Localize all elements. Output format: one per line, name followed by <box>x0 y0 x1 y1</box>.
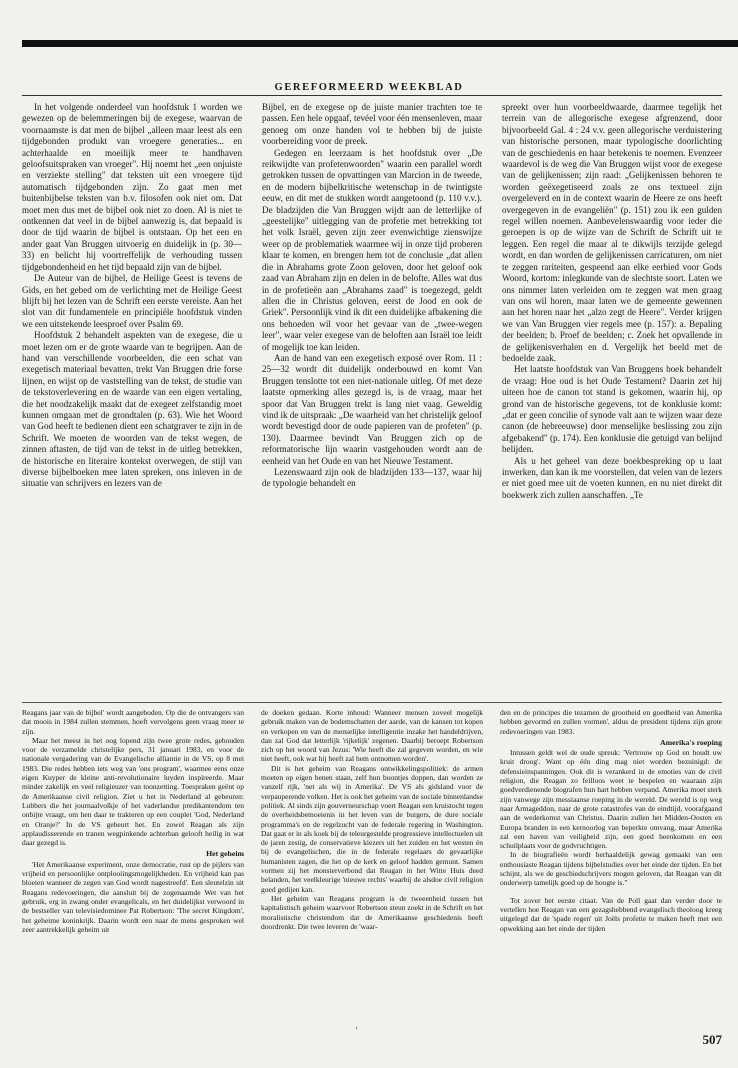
paragraph: 'Het Amerikaanse experiment, onze democratie, rust op de pijlers van vrijheid en persoonlijke ontplooiingsmogelijkheden. En vrijheid kan pas bloeien wanneer de zegen van God wordt nagestreefd'. Een sleutelzin uit Reagans redevoeringen, die aansluit bij de zogenaamde Wet van het gebruik, erg in zwang onder evangelicals, en het duidelijkst verwoord in de bestseller van televisiedominee Pat Robertson: 'The secret Kingdom', het geheime koninkrijk. Daarin wordt een naar de mens gesproken wel zeer aantrekkelijk geheim uit <box>22 859 244 934</box>
scan-mark: ‚ <box>355 1020 358 1030</box>
paragraph: De Auteur van de bijbel, de Heilige Geest is tevens de Gids, en het gebed om de verlichting met de Heilige Geest blijft bij het lezen van de Schrift een eerste vereiste. Aan het slot van dit fundamentele en principiële hoofdstuk vinden we een uitstekende leesproef over Psalm 69. <box>22 273 242 329</box>
subheading: Amerika's roeping <box>659 737 722 747</box>
paragraph: Intussen geldt wel de oude spreuk: 'Vertrouw op God en houdt uw kruit droog'. Want op één ding mag niet worden bezuinigd: de defensieinspanningen. Ook dit is verankerd in de emoties van de civil religion, die Reagan zo feilloos weet te bespelen en waaraan zijn goedverdienende biografen hun hart hebben verpand. Amerika moet sterk zijn vanwege zijn messiaanse roeping in de wereld. De wereld is op weg naar Armageddon, naar de grote catastrofes van de eindtijd, voorafgaand aan de wederkomst van Christus. Daarin zullen het Midden-Oosten en Europa branden in een kernoorlog van beperkte omvang, maar Amerika zal een haven van veiligheid zijn, een goed heenkomen en een schuilplaats voor de godvruchtigen. <box>500 748 722 851</box>
review-article <box>22 102 722 700</box>
paragraph: spreekt over hun voorbeeldwaarde, daarmee tegelijk het terrein van de allegorische exegese afgrenzend, door bijvoorbeeld Gal. 4 : 24 v.v. geen allegorische verduistering van historische personen, maar typologische doorlichting van de geschiedenis en haar betekenis te noemen. Evenzeer waardevol is de weg die Van Bruggen wijst voor de exegese van de gelijkenissen; zijn raad: „Gelijkenissen behoren te worden geëxegetiseerd zoals ze ons textueel zijn overgeleverd en in de context waarin de Heere ze ons heeft overgegeven in de evangeliën" (p. 151) zou ik een gulden regel willen noemen. Aanbevelenswaardig voor ieder die geroepen is op de wijze van de Schrift de Schrift uit te leggen. Een regel die maar al te dikwijls terzijde gelegd wordt, en dan worden de gelijkenissen carricaturen, om niet te zeggen rariteiten, gespeend aan elke eerbied voor Gods Woord, kortom: inlegkunde van de slechtste soort. Laten we ons nimmer laten verleiden om te zeggen wat men graag van ons wil horen, maar laten we de gemeente gewennen aan het horen naar het „alzo zegt de Heere". Verder krijgen we van Van Bruggen vier regels mee (p. 157): a. Bepaling der beelden; b. Proef de beelden; c. Zoek het opvallende in de gelijkenisverhalen en d. Vergelijk het beeld met de bedoelde zaak. <box>502 102 722 363</box>
paragraph: Aan de hand van een exegetisch exposé over Rom. 11 : 25—32 wordt dit duidelijk onderbouwd en komt Van Bruggen tenslotte tot een niet-nationale uitleg. Of met deze laatste opmerking alles gezegd is, is de vraag, maar het spoor dat Van Bruggen trekt is lang niet vaag. Geweldig vind ik de uitspraak: „De waarheid van het christelijk geloof wordt bevestigd door de oude papieren van de profeten" (p. 130). Daarmee bevindt Van Bruggen zich op de reformatorische lijn waarin vastgehouden wordt aan de eenheid van het Oude en van het Nieuwe Testament. <box>262 352 482 466</box>
paragraph: Gedegen en leerzaam is het hoofdstuk over „De reikwijdte van profetenwoorden" waarin een parallel wordt getrokken tussen de opvattingen van Marcion in de tweede, en de modern bijbelkritische wetenschap in de twintigste eeuw, en dit met de stukken wordt aangetoond (p. 110 v.v.). De bladzijden die Van Bruggen wijdt aan de letterlijke of „geestelijke" uitlegging van de profetie met betrekking tot het volk Israël, geven zijn zeer evenwichtige zienswijze weer op de problematiek waarmee wij in onze tijd proberen klaar te komen, en brengen hem tot de conclusie „dat allen die in Abrahams grote Zoon geloven, door het geloof ook zaad van Abraham zijn en delen in de belofte. Alles wat dus in de profetieën aan „Abrahams zaad" is toegezegd, geldt allen die in Christus geloven, eerst de Jood en ook de Griek". Persoonlijk vind ik dit een duidelijke afbakening die ons behoeden wil voor het gevaar van de „twee-wegen leer", waar veler exegese van de beloften aan Israël toe leidt of mogelijk toe kan leiden. <box>262 147 482 352</box>
paragraph: Reagans jaar van de bijbel' wordt aangeboden. Op die de ontvangers van dat moois in 1984 zullen stemmen, hoeft vervolgens geen vraag meer te zijn. <box>22 708 244 736</box>
paragraph: Bijbel, en de exegese op de juiste manier trachten toe te passen. Een hele opgaaf, tevéel voor één mensenleven, maar genoeg om onze handen vol te hebben bij de juiste voorbereiding voor de preek. <box>262 102 482 147</box>
paragraph: Dit is het geheim van Reagans ontwikkelingspolitiek: de armen moeten op eigen benen staan, zelf hun boontjes doppen, dan worden ze vanzelf rijk, 'net als wij in Amerika'. De VS als gidsland voor de verpauperende volken. Het is ook het geheim van de sociale binnenlandse politiek. Al sinds zijn gouverneurschap voert Reagan een kruistocht tegen de overheidsbemoeienis in het leven van de burgers, de dure sociale programma's en de regelzucht van de federale regering in Washington. Dat gaat er in als koek bij de teleurgestelde progressieve intellectuelen uit de jaren zestig, de conservatieve kiezers uit het zuiden en het westen én bij de evangelischen, die in de federale regelaars de gevaarlijke humanisten zagen, die het op de kerk en geloof hadden gemunt. Samen vormen zij het monsterverbond dat Reagan in het Witte Huis deed belanden, het veelkleurige 'nieuwe rechts' waarbij de alsdoe civil religion goed gedijen kan. <box>261 763 483 894</box>
running-head: GEREFORMEERD WEEKBLAD <box>274 82 464 93</box>
reagan-article <box>22 708 722 1026</box>
paragraph: In het volgende onderdeel van hoofdstuk 1 worden we gewezen op de belemmeringen bij de exegese, waarvan de voornaamste is dat men de bijbel „alleen maar leest als een tijdgebonden produkt van vroegere generaties... en achterhaalde en moeilijk meer te handhaven geloofsuitspraken van vroeger". Hij noemt het „een onjuiste en verziekte stelling" dat teksten uit een vroegere tijd automatisch tijdgebonden zijn. Zo gaat men met buitenbijbelse teksten van b.v. filosofen ook niet om. Dat moet men dus met de bijbel ook niet zo doen. Al is niet te ontkennen dat veel in de bijbel aanwezig is, dat bepaald is door de tijd waarin de bijbel is ontstaan. Op het een en ander gaat Van Bruggen uitvoerig en duidelijk in (p. 30—33) en belicht hij voortreffelijk de verhouding tussen tijdgebondenheid en het tijd bepaald zijn van de bijbel. <box>22 102 242 272</box>
article-column-2 <box>261 708 483 931</box>
paragraph: Als u het geheel van deze boekbespreking op u laat inwerken, dan kan ik me voorstellen, dat velen van de lezers er niet goed mee uit de voeten kunnen, en nu niet direkt dit boekwerk zich zullen aanschaffen. „Te <box>502 455 722 500</box>
review-column-2 <box>262 102 482 490</box>
review-column-3 <box>502 102 722 501</box>
paragraph: Maar het meest in het oog lopend zijn twee grote redes, gehouden voor de verzamelde christelijke pers, 31 januari 1983, en voor de nationale vergadering van de Evangelische alliantie in de VS, op 8 mei 1983. Die redes hebben iets weg van 'ons program', waarmee eens onze eigen Kuyper de kleine anti-revolutionaire luyden inspireerde. Maar minder zakelijk en veel religieuzer van toonzetting. Toespraken geënt op de Amerikaanse civil religion. Ziet u het in Nederland al gebeuren: Lubbers die het journaalvolkje of het vaderlandse predikantendom ten onbijte vraagt, om hen daar te trakteren op een couplet 'God, Nederland en Oranje?' In de VS gebeurt het. En zowel Reagan als zijn applaudisserende en tranen wegpinkende achterban gelooft heilig in wat daar gezegd is. <box>22 735 244 848</box>
article-column-3 <box>500 708 722 933</box>
paragraph: de doeken gedaan. Korte inhoud: Wanneer mensen zoveel mogelijk gebruik maken van de bodemschatten der aarde, van de kansen tot kopen en verkopen en van de menselijke intelligentie inzake het handeldrijven, dan zal God dat letterlijk 'rijkelijk' zegenen. Daarbij beroept Robertson zich op het woord van Jezus: 'Wie heeft die zal gegeven worden, en wie niet heeft, ook wat hij heeft zal hem ontnomen worden'. <box>261 708 483 764</box>
paragraph: Tot zover het eerste citaat. Van de Poll gaat dan verder door te vertellen hoe Reagan van een gezagshebbend evangelisch theoloog kreeg uitgelegd dat de 'spade regen' uit Joëls profetie te maken heeft met een opwekking aan het einde der tijden <box>500 895 722 933</box>
subheading: Het geheim <box>206 849 244 859</box>
header-rule <box>22 95 722 96</box>
top-rule <box>22 40 738 47</box>
review-column-1 <box>22 102 242 490</box>
paragraph: In de biografieën wordt herhaaldelijk gewag gemaakt van een enthousiaste Reagan tijdens bijbelstudies over het einde der tijden. En het schijnt, als we de geschiedschrijvers mogen geloven, dat Reagan van dit onderwerp tamelijk goed op de hoogte is." <box>500 850 722 888</box>
paragraph: den en de principes die tezamen de grootheid en goedheid van Amerika hebben gevormd en zullen vormen', aldus de president tijdens zijn grote redevoeringen van 1983. <box>500 708 722 736</box>
section-rule <box>22 702 722 703</box>
paragraph: Lezenswaard zijn ook de bladzijden 133—137, waar hij de typologie behandelt en <box>262 467 482 489</box>
paragraph: Het geheim van Reagans program is de tweeenheid tussen het kapitalistisch geheim waarvoor Robertson steun zoekt in de Schrift en het moralistische christendom dat de Amerikaanse geschiedenis heeft doordrenkt. Die twee leveren de 'waar- <box>261 893 483 931</box>
paragraph: Het laatste hoofdstuk van Van Bruggens boek behandelt de vraag: Hoe oud is het Oude Testament? Daarin zet hij uiteen hoe de canon tot stand is gekomen, waarin hij, op grond van de historische gegevens, tot de konklusie komt: „dat er geen concilie of synode valt aan te wijzen waar deze canon (de hebreeuwse) door menselijke beslissing zou zijn afgebakend" (p. 174). Een konklusie die getuigd van belijnd belijden. <box>502 364 722 455</box>
page-number: 507 <box>702 1032 722 1047</box>
paragraph: Hoofdstuk 2 behandelt aspekten van de exegese, die u moet lezen om er de grote waarde van te begrijpen. Aan de hand van verschillende voorbeelden, die een schat van exegetisch materiaal bevatten, trekt Van Bruggen drie forse lijnen, en wijst op de vaststelling van de tekst, de studie van de tekstoverlevering en de waarde van een eigen vertaling, die het noodzakelijk maakt dat de exegeet zelfstandig moet kunnen omgaan met de grondtalen (p. 63). Wie het Woord van God heeft te bedienen dient een schatgraver te zijn in de Schrift. We moeten de woorden van de tekst wegen, de zinnen aftasten, de tijd van de tekst in de uitleg betrekken, de historische en literaire kontekst overwegen, de stijl van diverse bijbelboeken mee laten spreken, ons inleven in de situatie van schrijvers en lezers van de <box>22 330 242 489</box>
article-column-1 <box>22 708 244 934</box>
